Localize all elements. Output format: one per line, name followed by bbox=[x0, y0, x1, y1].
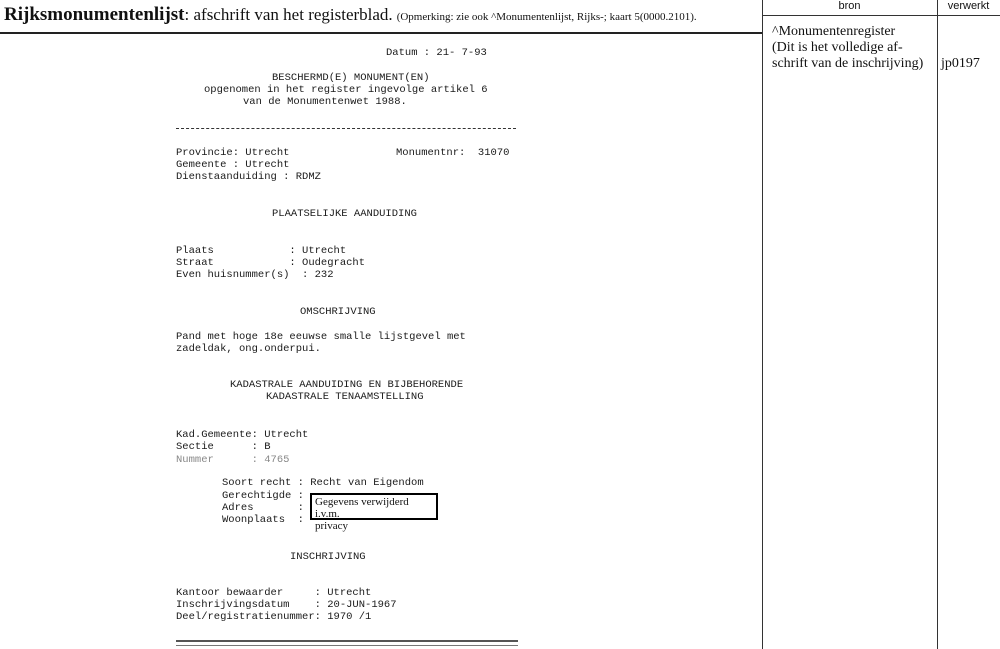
plaats: Plaats : Utrecht bbox=[176, 245, 347, 257]
privacy-text: Gegevens verwijderd i.v.m. bbox=[315, 496, 409, 520]
datum: Datum : 21- 7-93 bbox=[386, 47, 487, 59]
section-kadastrale: KADASTRALE AANDUIDING EN BIJBEHORENDE bbox=[230, 379, 464, 391]
verwerkt-cell: jp0197 bbox=[941, 56, 980, 71]
dashed-divider bbox=[176, 128, 516, 129]
table-divider bbox=[937, 0, 938, 649]
section-inschrijving: INSCHRIJVING bbox=[290, 551, 366, 563]
double-divider bbox=[176, 640, 518, 646]
bron-line: ^Monumentenregister bbox=[772, 24, 896, 39]
provincie: Provincie: Utrecht bbox=[176, 147, 290, 159]
soort-recht: Soort recht : Recht van Eigendom bbox=[222, 477, 424, 489]
section-omschrijving: OMSCHRIJVING bbox=[300, 306, 376, 318]
bron-cell bbox=[772, 24, 923, 72]
header-rule bbox=[0, 32, 762, 34]
bron-line: schrift van de inschrijving) bbox=[772, 56, 924, 71]
page-subtitle: : afschrift van het registerblad. bbox=[184, 5, 393, 24]
doc-title: opgenomen in het register ingevolge artikel 6 bbox=[204, 84, 488, 96]
header-note: (Opmerking: zie ook ^Monumentenlijst, Rijks-; kaart 5(0000.2101). bbox=[396, 11, 697, 23]
gerechtigde: Gerechtigde : bbox=[222, 490, 304, 502]
column-header-verwerkt: verwerkt bbox=[947, 0, 990, 12]
deel-registratienummer: Deel/registratienummer: 1970 /1 bbox=[176, 611, 372, 623]
dienstaanduiding: Dienstaanduiding : RDMZ bbox=[176, 171, 321, 183]
gemeente: Gemeente : Utrecht bbox=[176, 159, 290, 171]
nummer: Nummer : 4765 bbox=[176, 454, 290, 466]
column-header-bron: bron bbox=[838, 0, 861, 12]
woonplaats: Woonplaats : bbox=[222, 514, 304, 526]
kantoor-bewaarder: Kantoor bewaarder : Utrecht bbox=[176, 587, 372, 599]
table-divider bbox=[762, 0, 763, 649]
adres: Adres : bbox=[222, 502, 304, 514]
page-header bbox=[4, 4, 697, 26]
omschrijving-text: zadeldak, ong.onderpui. bbox=[176, 343, 321, 355]
doc-title: van de Monumentenwet 1988. bbox=[243, 96, 407, 108]
doc-title: BESCHERMD(E) MONUMENT(EN) bbox=[272, 72, 430, 84]
privacy-redaction-box bbox=[310, 493, 438, 532]
page-title: Rijksmonumentenlijst bbox=[4, 4, 185, 25]
sectie: Sectie : B bbox=[176, 441, 271, 453]
omschrijving-text: Pand met hoge 18e eeuwse smalle lijstgevel met bbox=[176, 331, 466, 343]
privacy-text: privacy bbox=[315, 520, 348, 532]
table-header-rule bbox=[762, 15, 1000, 16]
straat: Straat : Oudegracht bbox=[176, 257, 366, 269]
bron-line: (Dit is het volledige af- bbox=[772, 40, 903, 55]
inschrijvingsdatum: Inschrijvingsdatum : 20-JUN-1967 bbox=[176, 599, 397, 611]
huisnummer: Even huisnummer(s) : 232 bbox=[176, 269, 334, 281]
kad-gemeente: Kad.Gemeente: Utrecht bbox=[176, 429, 309, 441]
section-plaatselijke: PLAATSELIJKE AANDUIDING bbox=[272, 208, 417, 220]
section-kadastrale: KADASTRALE TENAAMSTELLING bbox=[266, 391, 424, 403]
monumentnr: Monumentnr: 31070 bbox=[396, 147, 510, 159]
